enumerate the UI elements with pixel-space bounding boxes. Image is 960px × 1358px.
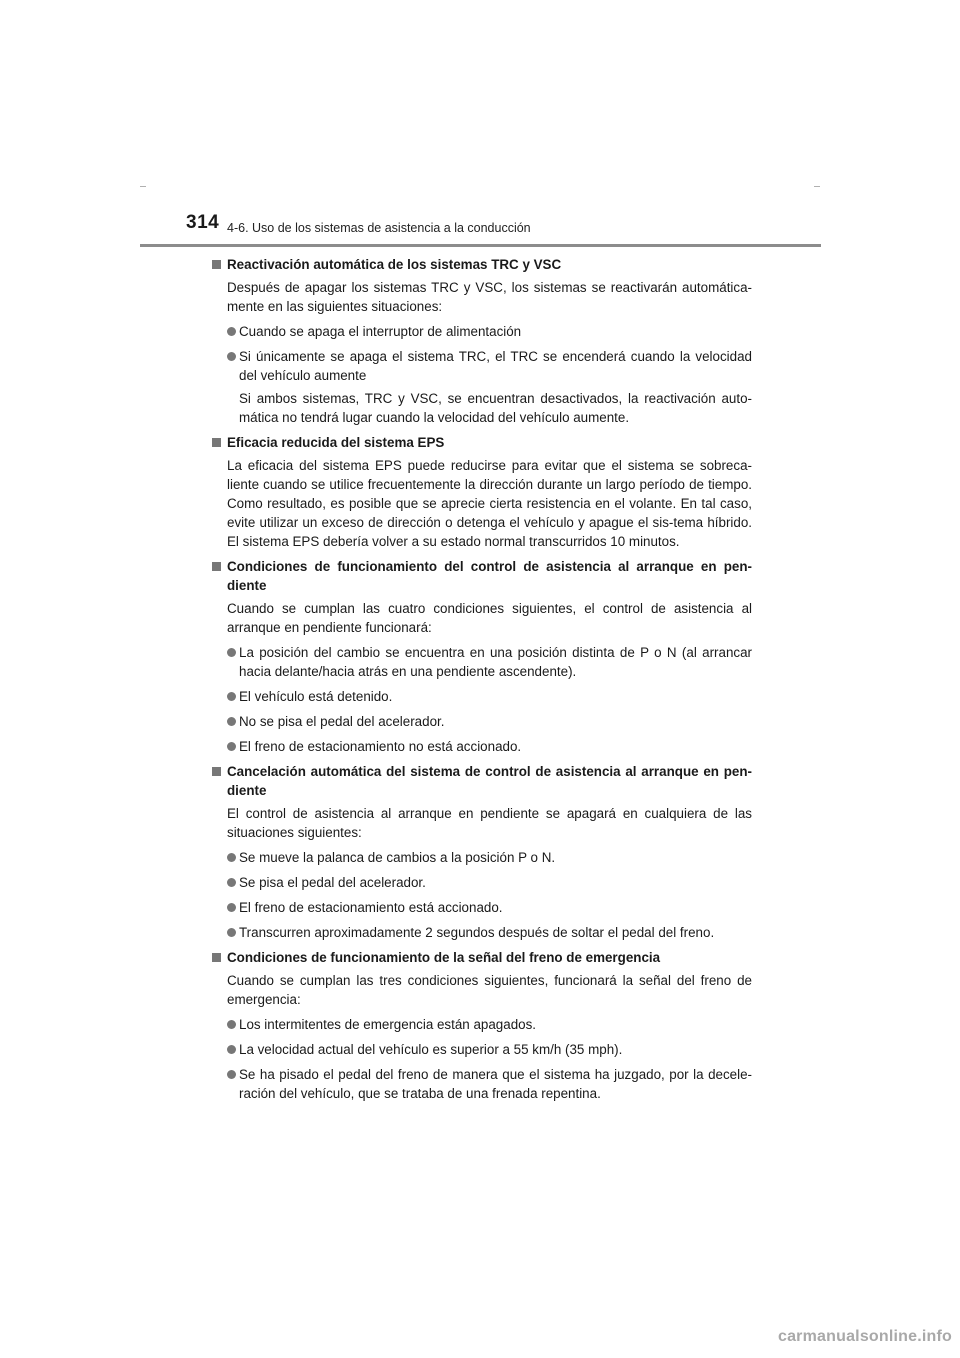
section-paragraph: La eficacia del sistema EPS puede reducirse para evitar que el sistema se sobreca-liente cuando se utilice frecuentemente la dirección durante un largo período de tiempo. Como resultado, es posible que se aprecie cierta resistencia en el volante. En tal caso, evite utilizar un exceso de dirección o detenga el vehículo y apague el sis-tema híbrido. El sistema EPS debería volver a su estado normal transcurridos 10 minutos. [227,458,752,549]
round-bullet-icon [227,717,236,726]
chapter-title: 4-6. Uso de los sistemas de asistencia a la conducción [227,221,531,235]
page-content [211,255,752,1109]
round-bullet-icon [227,903,236,912]
round-bullet-icon [227,648,236,657]
list-item: Cuando se apaga el interruptor de alimentación [211,322,752,341]
header-rule [140,244,821,247]
list-item: Los intermitentes de emergencia están apagados. [211,1015,752,1034]
round-bullet-icon [227,1045,236,1054]
section-paragraph: Después de apagar los sistemas TRC y VSC, los sistemas se reactivarán automática-mente en las siguientes situaciones: [227,280,752,314]
page-header [140,212,820,246]
square-bullet-icon [212,953,221,962]
square-bullet-icon [212,438,221,447]
list-item: El vehículo está detenido. [211,687,752,706]
section-eps-efficiency [211,433,752,551]
section-heading: Eficacia reducida del sistema EPS [211,433,752,452]
list-item: Se ha pisado el pedal del freno de manera que el sistema ha juzgado, por la decele-ración del vehículo, que se trataba de una frenada repentina. [211,1065,752,1103]
section-heading: Cancelación automática del sistema de control de asistencia al arranque en pen-diente [211,762,752,800]
section-paragraph: Cuando se cumplan las tres condiciones siguientes, funcionará la señal del freno de emergencia: [227,973,752,1007]
list-item: No se pisa el pedal del acelerador. [211,712,752,731]
crop-mark-left [140,186,146,187]
list-item: Se pisa el pedal del acelerador. [211,873,752,892]
crop-mark-right [814,186,820,187]
section-heading: Reactivación automática de los sistemas TRC y VSC [211,255,752,274]
square-bullet-icon [212,562,221,571]
list-item: Si únicamente se apaga el sistema TRC, el TRC se encenderá cuando la velocidad del vehículo aumente [211,347,752,385]
round-bullet-icon [227,692,236,701]
section-trc-vsc-reactivation [211,255,752,427]
section-hill-start-cancellation [211,762,752,942]
list-item: Se mueve la palanca de cambios a la posición P o N. [211,848,752,867]
round-bullet-icon [227,1070,236,1079]
round-bullet-icon [227,742,236,751]
round-bullet-icon [227,853,236,862]
section-heading: Condiciones de funcionamiento del control de asistencia al arranque en pen-diente [211,557,752,595]
list-item: Transcurren aproximadamente 2 segundos después de soltar el pedal del freno. [211,923,752,942]
section-emergency-brake-signal [211,948,752,1103]
list-item-note: Si ambos sistemas, TRC y VSC, se encuentran desactivados, la reactivación auto-mática no tendrá lugar cuando la velocidad del vehículo aumente. [239,391,752,425]
list-item: El freno de estacionamiento no está accionado. [211,737,752,756]
list-item: El freno de estacionamiento está accionado. [211,898,752,917]
square-bullet-icon [212,767,221,776]
round-bullet-icon [227,928,236,937]
round-bullet-icon [227,1020,236,1029]
section-heading: Condiciones de funcionamiento de la señal del freno de emergencia [211,948,752,967]
page-number: 314 [186,212,220,233]
section-paragraph: El control de asistencia al arranque en pendiente se apagará en cualquiera de las situaciones siguientes: [227,806,752,840]
round-bullet-icon [227,878,236,887]
watermark[interactable]: carmanualsonline.info [777,1328,952,1345]
round-bullet-icon [227,327,236,336]
section-paragraph: Cuando se cumplan las cuatro condiciones siguientes, el control de asistencia al arranque en pendiente funcionará: [227,601,752,635]
round-bullet-icon [227,352,236,361]
square-bullet-icon [212,260,221,269]
section-hill-start-conditions [211,557,752,756]
list-item: La velocidad actual del vehículo es superior a 55 km/h (35 mph). [211,1040,752,1059]
list-item: La posición del cambio se encuentra en una posición distinta de P o N (al arrancar hacia delante/hacia atrás en una pendiente ascendente). [211,643,752,681]
